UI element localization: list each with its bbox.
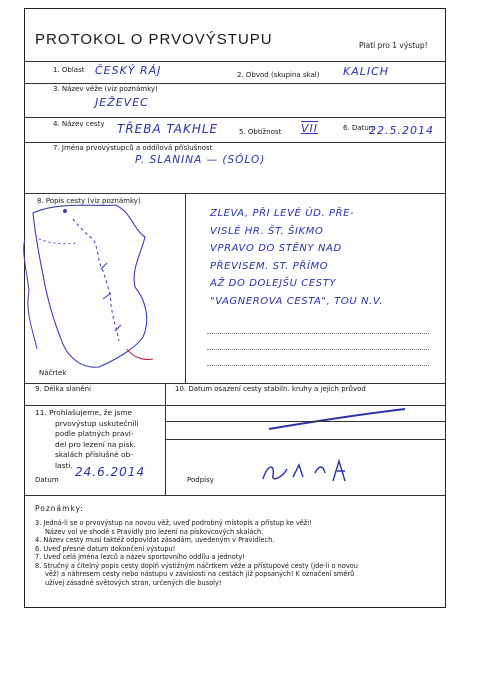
- rings-label: 10. Datum osazení cesty stabiln. kruhy a jejich průvod: [175, 385, 366, 393]
- page-title: PROTOKOL O PRVOVÝSTUPU: [35, 31, 273, 48]
- route-value[interactable]: TŘEBA TAKHLE: [117, 122, 219, 136]
- sign-date-value[interactable]: 24.6.2014: [75, 465, 146, 479]
- tower-value[interactable]: JEŽEVEC: [95, 96, 149, 109]
- signatures-label: Podpisy: [187, 476, 214, 484]
- route-sketch: [3, 199, 188, 377]
- district-label: 2. Obvod (skupina skal): [237, 71, 320, 79]
- notes-list: [35, 519, 358, 587]
- date-value[interactable]: 22.5.2014: [369, 124, 434, 137]
- difficulty-label: 5. Obtížnost: [239, 128, 282, 136]
- district-value[interactable]: KALICH: [343, 65, 390, 78]
- description-line: "VAGNEROVA CESTA", TOU N.V.: [210, 295, 383, 307]
- note-item: věž) a náhresem cesty nebo nástupu v závislosti na cestách již popsaných! K označení směrů: [45, 570, 355, 578]
- route-marks-path: [101, 263, 121, 331]
- route-label: 4. Název cesty: [53, 120, 105, 128]
- note-item: užívej zásadně světových stran, určených dle busoly!: [45, 578, 222, 587]
- route-line-path: [73, 219, 119, 341]
- tower-left-edge-path: [24, 239, 37, 349]
- description-line: AŽ DO DOLEJŠU CESTY: [210, 278, 337, 289]
- signature: [253, 455, 373, 487]
- description-line: VISLÉ HR. ŠT. ŠIKMO: [210, 225, 324, 237]
- area-label: 1. Oblast: [53, 66, 85, 74]
- ledge-path: [39, 239, 77, 244]
- strike-path: [269, 409, 405, 429]
- difficulty-value[interactable]: VII: [301, 122, 319, 135]
- description-text[interactable]: [210, 205, 383, 310]
- notes-heading: Poznámky:: [35, 504, 84, 513]
- strike-line: [265, 405, 415, 435]
- red-mark-path: [127, 349, 153, 360]
- description-line: ZLEVA, PŘI LEVÉ ÚD. PŘE-: [210, 208, 355, 219]
- validity-note: Platí pro 1 výstup!: [359, 41, 428, 50]
- sketch-label: Náčrtek: [39, 369, 67, 377]
- description-line: VPRAVO DO STĚNY NAD: [210, 243, 342, 254]
- climbers-value[interactable]: P. SLANINA — (SÓLO): [135, 154, 266, 166]
- rappel-label: 9. Délka slanění: [35, 385, 91, 393]
- tower-outline-path: [33, 205, 147, 367]
- note-item: 4. Název cesty musí taktéž odpovídat zásadám, uvedeným v Pravidlech.: [35, 536, 275, 544]
- note-item: 6. Uveď přesné datum dokončení výstupu!: [35, 544, 176, 553]
- tower-label: 3. Název věže (viz poznámky): [53, 85, 158, 93]
- climbers-label: 7. Jména prvovýstupců a oddílová příslušnost: [53, 144, 213, 152]
- note-item: Název vol ve shodě s Pravidly pro lezení na pískovcových skalách.: [45, 527, 264, 536]
- protocol-form: [24, 8, 446, 608]
- start-dot: [63, 209, 67, 213]
- note-item: 8. Stručný a čitelný popis cesty doplň výstižným náčrtkem věže a přístupové cesty (jde-li o novou: [35, 561, 358, 570]
- area-value[interactable]: ČESKÝ RÁJ: [95, 64, 162, 77]
- description-line: PŘEVISEM. ST. PŘÍMO: [210, 260, 329, 272]
- date-label: 6. Datum: [343, 124, 376, 132]
- note-item: 7. Uveď celá jména lezců a název sportovního oddílu a jednoty!: [35, 553, 245, 561]
- signature-path: [263, 461, 345, 481]
- sign-date-label: Datum: [35, 476, 59, 484]
- declaration-text: 11. Prohlašujeme, že jsme prvovýstup uskutečnili podle platných pravi- del pro lezení na písk. skalách příslušné ob- lasti.: [35, 408, 139, 470]
- note-item: 3. Jedná-li se o prvovýstup na novou věž, uveď podrobný místopis a přístup ke věži!: [35, 519, 312, 527]
- description-label: 8. Popis cesty (viz poznámky): [37, 197, 141, 205]
